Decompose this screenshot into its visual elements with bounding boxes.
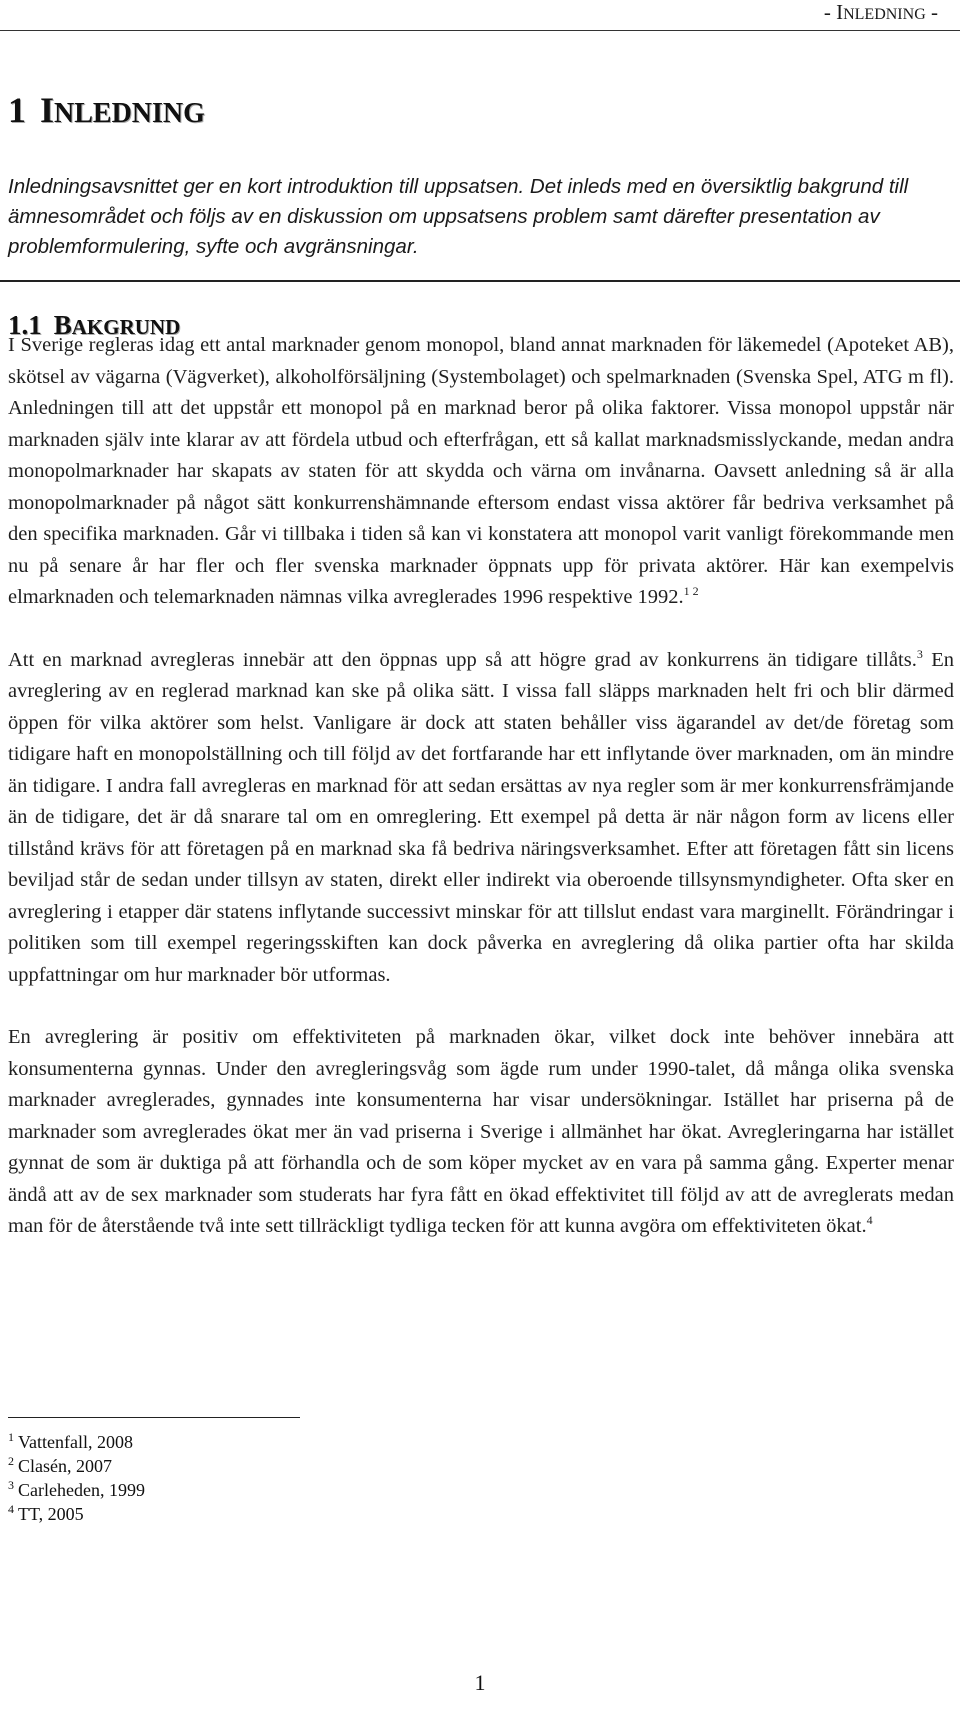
footnote-mark: 4 (8, 1502, 14, 1516)
footnote-ref: 3 (916, 646, 923, 661)
footnote-text: Vattenfall, 2008 (18, 1432, 133, 1452)
body-text (8, 330, 954, 1274)
chapter-heading (8, 88, 205, 136)
footnote-mark: 2 (8, 1454, 14, 1468)
paragraph (8, 1022, 954, 1243)
footnote-text: Clasén, 2007 (18, 1456, 112, 1476)
page-number: 1 (474, 1670, 486, 1695)
chapter-title-rest: NLEDNING (54, 98, 205, 129)
paragraph (8, 330, 954, 614)
paragraph (8, 645, 954, 992)
footnotes (8, 1430, 145, 1526)
running-header-suffix: - (925, 0, 938, 24)
footnote-mark: 3 (8, 1478, 14, 1492)
section-title-rest: AKGRUND (71, 315, 181, 339)
running-header-first-letter: I (836, 0, 844, 24)
paragraph-text: Att en marknad avregleras innebär att den öppnas upp så att högre grad av konkurrens än tidigare tillåts. (8, 648, 917, 671)
footnote-text: Carleheden, 1999 (18, 1480, 145, 1500)
section-number: 1.1 (8, 310, 42, 340)
running-header-prefix: - (823, 0, 837, 24)
paragraph-text: En avreglering är positiv om effektiviteten på marknaden ökar, vilket dock inte behöver innebära att konsumenterna gynnas. Under den avregleringsvåg som ägde rum under 1990-talet, då många olika svenska marknader avreglerades, gynnades inte konsumenterna har visar undersökningar. Istället har priserna på de marknader som avreglerades ökat mer än vad priserna i Sverige i allmänhet har ökat. Avregleringarna har istället gynnat de som är duktiga på att förhandla och de som köper mycket av en vara på samma gång. Experter menar ändå att av de sex marknader som studerats har fyra fått en ökad effektivitet till följd av att de avreglerats medan man för de återstående två inte sett tillräckligt tydliga tecken för att kunna avgöra om effektiviteten ökat. (8, 1026, 954, 1237)
footnote-ref: 1 2 (683, 584, 699, 599)
running-header (824, 0, 938, 27)
paragraph-text-after: En avreglering av en reglerad marknad kan ske på olika sätt. I vissa fall släpps marknaden helt fri och blir därmed öppen för vilka aktörer som helst. Vanligare är dock att staten behåller viss ägarandel av det/de företag som tidigare haft en monopolställning och till följd av det fortfarande har ett inflytande över marknaden, om än mindre än tidigare. I andra fall avregleras en marknad för att sedan ersättas av nya regler som är mer konkurrensfrämjande än de tidigare, det är då snarare tal om en omreglering. Ett exempel på detta är när någon form av licens eller tillstånd krävs för att företagen på en marknad ska få bedriva näringsverksamhet. Efter att företagen fått sin licens beviljad står de sedan under tillsyn av staten, direkt eller indirekt via oberoende tillsynsmyndigheter. Ofta sker en avreglering i etapper där statens inflytande successivt minskar för att tillslut endast vara marginellt. Förändringar i politiken som till exempel regeringsskiften kan dock påverka en avreglering då olika partier ofta har skilda uppfattningar om hur marknader bör utformas. (8, 648, 954, 986)
chapter-title-first-letter: I (40, 90, 55, 130)
footnote (8, 1502, 145, 1526)
section-title-first-letter: B (53, 310, 72, 340)
intro-paragraph: Inledningsavsnittet ger en kort introduktion till uppsatsen. Det inleds med en översiktlig bakgrund till ämnesområdet och följs av en diskussion om uppsatsens problem samt därefter presentation av problemformulering, syfte och avgränsningar. (8, 175, 909, 258)
footnote (8, 1430, 145, 1454)
chapter-number: 1 (8, 90, 26, 130)
running-header-rest: NLEDNING (843, 6, 926, 23)
paragraph-text: I Sverige regleras idag ett antal marknader genom monopol, bland annat marknaden för läkemedel (Apoteket AB), skötsel av vägarna (Vägverket), alkoholförsäljning (Systembolaget) och spelmarknaden (Svenska Spel, ATG m fl). Anledningen till att det uppstår ett monopol på en marknad beror på olika faktorer. Vissa monopol uppstår när marknaden själv inte klarar av att fördela utbud och efterfrågan, ett så kallat marknadsmisslyckande, medan andra monopolmarknader har skapats av staten för att skydda och värna om invånarna. Oavsett anledning så är alla monopolmarknader på något sätt konkurrenshämnande eftersom endast vissa aktörer får bedriva verksamhet på den specifika marknaden. Går vi tillbaka i tiden så kan vi konstatera att monopol varit vanligt förekommande men nu på senare år har fler och fler svenska marknader öppnats upp för privata aktörer. Här kan exempelvis elmarknaden och telemarknaden nämnas vilka avreglerades 1996 respektive 1992. (8, 334, 954, 608)
header-rule (0, 30, 960, 31)
intro-rule (0, 280, 960, 282)
footnote-text: TT, 2005 (18, 1504, 84, 1524)
footnote-ref: 4 (866, 1213, 873, 1228)
footnote-mark: 1 (8, 1430, 14, 1444)
footnote-rule (8, 1417, 300, 1418)
footnote (8, 1478, 145, 1502)
footnote (8, 1454, 145, 1478)
